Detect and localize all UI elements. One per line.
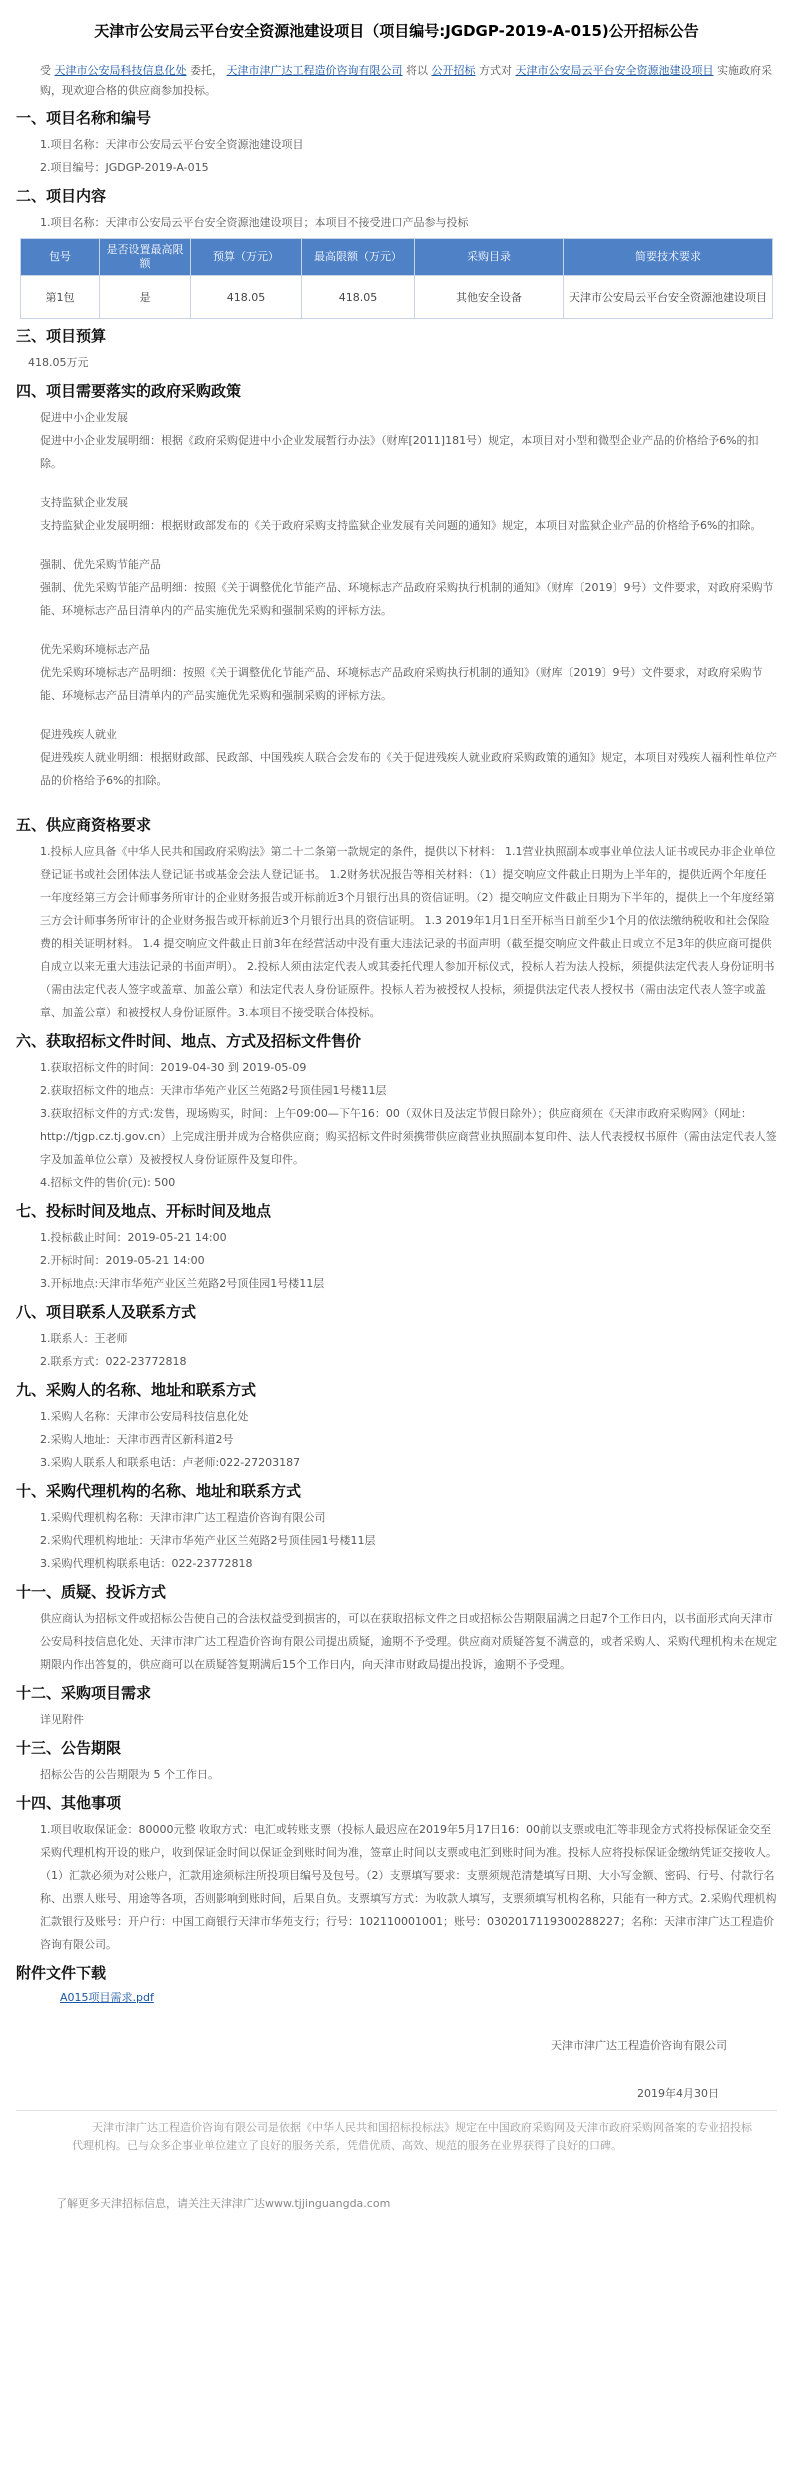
buyer-link[interactable]: 天津市公安局科技信息化处: [54, 64, 187, 77]
section-heading-7: 七、投标时间及地点、开标时间及地点: [16, 1202, 272, 1220]
bid-deadline-line: 1.投标截止时间：2019-05-21 14:00: [40, 1231, 227, 1244]
lots-table: [20, 238, 773, 319]
table-cell: 418.05: [302, 276, 415, 319]
contact-phone-line: 2.联系方式：022-23772818: [40, 1355, 187, 1368]
table-header-row: [21, 239, 773, 276]
project-name-line: 1.项目名称：天津市公安局云平台安全资源池建设项目: [40, 138, 304, 151]
opening-place-line: 3.开标地点:天津市华苑产业区兰苑路2号顶佳园1号楼11层: [40, 1277, 325, 1290]
col-header: 采购目录: [415, 239, 564, 276]
col-header: 最高限额（万元）: [302, 239, 415, 276]
col-header: 包号: [21, 239, 100, 276]
doc-price-line: 4.招标文件的售价(元): 500: [40, 1176, 176, 1189]
section-heading-12: 十二、采购项目需求: [16, 1684, 152, 1702]
policy-name: 促进中小企业发展: [40, 411, 128, 424]
project-content-line: 1.项目名称：天津市公安局云平台安全资源池建设项目；本项目不接受进口产品参与投标: [40, 216, 469, 229]
policy-name: 支持监狱企业发展: [40, 496, 128, 509]
qualification-text: 1.投标人应具备《中华人民共和国政府采购法》第二十二条第一款规定的条件，提供以下材料： 1.1营业执照副本或事业单位法人证书或民办非企业单位登记证书或社会团体法人登记证书或基金会法人登记证书。 1.2财务状况报告等相关材料：（1）提交响应文件截止日期为上半年的，提供近两个年度任一年度经第三方会计师事务所审计的企业财务报告或开标前近3个月银行出具的资信证明。（2）提交响应文件截止日期为下半年的，提供上一个年度经第三方会计师事务所审计的企业财务报告或开标前近3个月银行出具的资信证明。 1.3 2019年1月1日至开标当日前至少1个月的依法缴纳税收和社会保险费的相关证明材料。 1.4 提交响应文件截止日前3年在经营活动中没有重大违法记录的书面声明（截至提交响应文件截止日或立不足3年的供应商可提供自成立以来无重大违法记录的书面声明）。 2.投标人须由法定代表人或其委托代理人参加开标仪式，投标人若为法人投标，须提供法定代表人身份证明书（需由法定代表人签字或盖章、加盖公章）和法定代表人身份证原件。投标人若为被授权人投标，须提供法定代表人授权书（需由法定代表人签字或盖章、加盖公章）和被授权人身份证原件。3.本项目不接受联合体投标。: [40, 845, 776, 1019]
intro-text: 受: [40, 64, 51, 77]
section-heading-2: 二、项目内容: [16, 187, 107, 205]
policy-detail: 促进中小企业发展明细：根据《政府采购促进中小企业发展暂行办法》（财库[2011]181号）规定，本项目对小型和微型企业产品的价格给予6%的扣除。: [40, 434, 759, 470]
buyer-contact-line: 3.采购人联系人和联系电话：卢老师:022-27203187: [40, 1456, 301, 1469]
agent-phone-line: 3.采购代理机构联系电话：022-23772818: [40, 1557, 253, 1570]
policy-name: 强制、优先采购节能产品: [40, 558, 161, 571]
section-heading-1: 一、项目名称和编号: [16, 109, 152, 127]
intro-text: 方式对: [479, 64, 512, 77]
other-matters-text: 1.项目收取保证金：80000元整 收取方式：电汇或转账支票（投标人最迟应在2019年5月17日16：00前以支票或电汇等非现金方式将投标保证金交至采购代理机构开设的账户，收到保证金时间以保证金到账时间为准，签章止时间以支票或电汇到账时间为准。投标人应将投标保证金缴纳凭证交接收人。（1）汇款必须为对公账户，汇款用途须标注所投项目编号及包号。（2）支票填写要求：支票须规范清楚填写日期、大小写金额、密码、行号、付款行名称、出票人账号、用途等各项，否则影响到账时间，后果自负。支票填写方式：为收款人填写，支票须填写机构名称，只能有一种方式。2.采购代理机构汇款银行及账号：开户行：中国工商银行天津市华苑支行；行号：102110001001；账号：0302017119300288227；名称：天津市津广达工程造价咨询有限公司。: [40, 1823, 777, 1951]
intro-text: 委托，: [190, 64, 223, 77]
col-header: 预算（万元）: [191, 239, 302, 276]
section-heading-8: 八、项目联系人及联系方式: [16, 1303, 197, 1321]
policy-name: 促进残疾人就业: [40, 728, 117, 741]
intro-text: 将以: [406, 64, 428, 77]
table-cell: 是: [100, 276, 191, 319]
table-cell: 天津市公安局云平台安全资源池建设项目: [564, 276, 773, 319]
method-link[interactable]: 公开招标: [431, 64, 476, 77]
budget-value: 418.05万元: [28, 356, 89, 369]
section-heading-14: 十四、其他事项: [16, 1794, 122, 1812]
opening-time-line: 2.开标时间：2019-05-21 14:00: [40, 1254, 205, 1267]
doc-place-line: 2.获取招标文件的地点：天津市华苑产业区兰苑路2号顶佳园1号楼11层: [40, 1084, 387, 1097]
section-heading-4: 四、项目需要落实的政府采购政策: [16, 382, 242, 400]
table-cell: 第1包: [21, 276, 100, 319]
attachment-heading: 附件文件下载: [16, 1964, 107, 1982]
notice-period-line: 招标公告的公告期限为 5 个工作日。: [40, 1768, 219, 1781]
policy-detail: 强制、优先采购节能产品明细：按照《关于调整优化节能产品、环境标志产品政府采购执行机制的通知》（财库〔2019〕9号）文件要求，对政府采购节能、环境标志产品目清单内的产品实施优先采购和强制采购的评标方法。: [40, 581, 774, 617]
agent-name-line: 1.采购代理机构名称：天津市津广达工程造价咨询有限公司: [40, 1511, 326, 1524]
contact-person-line: 1.联系人：王老师: [40, 1332, 128, 1345]
section-heading-11: 十一、质疑、投诉方式: [16, 1583, 167, 1601]
section-heading-10: 十、采购代理机构的名称、地址和联系方式: [16, 1482, 302, 1500]
buyer-name-line: 1.采购人名称：天津市公安局科技信息化处: [40, 1410, 249, 1423]
attachment-download-link[interactable]: A015项目需求.pdf: [60, 1991, 154, 2004]
signature-org: 天津市津广达工程造价咨询有限公司: [551, 2039, 727, 2052]
section-heading-13: 十三、公告期限: [16, 1739, 122, 1757]
complaint-text: 供应商认为招标文件或招标公告使自己的合法权益受到损害的，可以在获取招标文件之日或招标公告期限届满之日起7个工作日内，以书面形式向天津市公安局科技信息化处、天津市津广达工程造价咨询有限公司提出质疑，逾期不予受理。供应商对质疑答复不满意的，或者采购人、采购代理机构未在规定期限内作出答复的，供应商可以在质疑答复期满后15个工作日内，向天津市财政局提出投诉，逾期不予受理。: [40, 1612, 777, 1671]
col-header: 是否设置最高限额: [100, 239, 191, 276]
project-number-line: 2.项目编号：JGDGP-2019-A-015: [40, 161, 209, 174]
page-title: 天津市公安局云平台安全资源池建设项目（项目编号:JGDGP-2019-A-015)公开招标公告: [94, 22, 699, 40]
section-heading-6: 六、获取招标文件时间、地点、方式及招标文件售价: [16, 1032, 362, 1050]
col-header: 简要技术要求: [564, 239, 773, 276]
policy-detail: 优先采购环境标志产品明细：按照《关于调整优化节能产品、环境标志产品政府采购执行机制的通知》（财库〔2019〕9号）文件要求，对政府采购节能、环境标志产品目清单内的产品实施优先采购和强制采购的评标方法。: [40, 666, 763, 702]
section-heading-5: 五、供应商资格要求: [16, 816, 152, 834]
footer-company-intro: 天津市津广达工程造价咨询有限公司是依据《中华人民共和国招标投标法》规定在中国政府采购网及天津市政府采购网备案的专业招投标代理机构。已与众多企事业单位建立了良好的服务关系，凭借优质、高效、规范的服务在业界获得了良好的口碑。: [72, 2121, 752, 2152]
policy-detail: 支持监狱企业发展明细：根据财政部发布的《关于政府采购支持监狱企业发展有关问题的通知》规定，本项目对监狱企业产品的价格给予6%的扣除。: [40, 519, 762, 532]
footer-more-link[interactable]: 了解更多天津招标信息，请关注天津津广达www.tjjinguangda.com: [56, 2197, 391, 2210]
section-heading-9: 九、采购人的名称、地址和联系方式: [16, 1381, 257, 1399]
intro-text: 实施政府采购，现欢迎合格的供应商参加投标。: [40, 64, 772, 97]
requirements-line: 详见附件: [40, 1713, 84, 1726]
agent-link[interactable]: 天津市津广达工程造价咨询有限公司: [226, 64, 403, 77]
buyer-address-line: 2.采购人地址：天津市西青区新科道2号: [40, 1433, 234, 1446]
table-cell: 其他安全设备: [415, 276, 564, 319]
table-cell: 418.05: [191, 276, 302, 319]
signature-date: 2019年4月30日: [637, 2087, 719, 2100]
project-link[interactable]: 天津市公安局云平台安全资源池建设项目: [515, 64, 714, 77]
section-heading-3: 三、项目预算: [16, 327, 107, 345]
policy-name: 优先采购环境标志产品: [40, 643, 150, 656]
doc-time-line: 1.获取招标文件的时间：2019-04-30 到 2019-05-09: [40, 1061, 307, 1074]
agent-address-line: 2.采购代理机构地址：天津市华苑产业区兰苑路2号顶佳园1号楼11层: [40, 1534, 376, 1547]
table-row: [21, 276, 773, 319]
doc-method-line: 3.获取招标文件的方式:发售，现场购买，时间：上午09:00—下午16：00（双休日及法定节假日除外）；供应商须在《天津市政府采购网》（网址：http://tjgp.cz.tj.gov.cn）上完成注册并成为合格供应商；购买招标文件时须携带供应商营业执照副本复印件、法人代表授权书原件（需由法定代表人签字及加盖单位公章）及被授权人身份证原件及复印件。: [40, 1107, 777, 1166]
intro-paragraph: [16, 61, 777, 101]
policy-detail: 促进残疾人就业明细：根据财政部、民政部、中国残疾人联合会发布的《关于促进残疾人就业政府采购政策的通知》规定，本项目对残疾人福利性单位产品的价格给予6%的扣除。: [40, 751, 777, 787]
